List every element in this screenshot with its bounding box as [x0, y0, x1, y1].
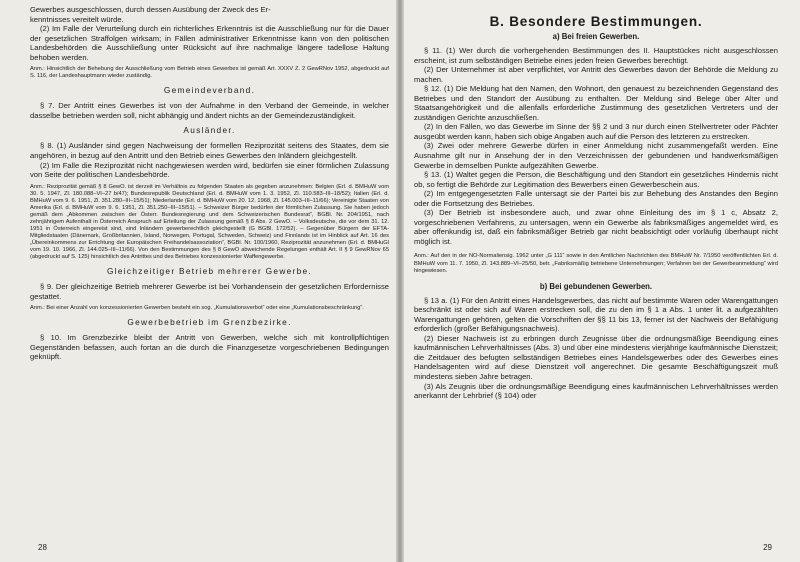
- text-line: kenntnisses vereitelt würde.: [30, 14, 124, 24]
- spacer: [414, 246, 778, 253]
- paragraph: (2) Im Falle der Verurteilung durch ein richterliches Erkenntnis ist die Ausschließung nur für die Dauer der gesetzlichen Straffolgen wirksam; in Fällen administrativer Erkenntnisse kann von den politischen Landesbehörden die Ausschließung unter Rücksicht auf ihre nachmalige längere tadellose Haltung behoben werden.: [30, 24, 389, 62]
- page-number: 28: [38, 543, 47, 552]
- section-heading: a) Bei freien Gewerben.: [552, 32, 640, 41]
- paragraph: § 8. (1) Ausländer sind gegen Nachweisung der formellen Reziprozität seitens des Staates, dem sie angehören, in bezug auf den Antritt und den Betrieb eines Gewerbes den Inländern gleichgestellt.: [30, 141, 389, 161]
- paragraph: § 7. Der Antritt eines Gewerbes ist von der Aufnahme in den Verband der Gemeinde, in welcher dasselbe betrieben werden soll, nicht abhängig und ändert nichts an der Gemeindezuständigkeit.: [30, 101, 389, 120]
- page-number: 29: [763, 543, 772, 552]
- annotation: Anm.: Reziprozität gemäß § 8 GewO. ist derzeit im Verhältnis zu folgenden Staaten als gegeben anzunehmen: Belgien (Erl. d. BMHuW vom 30. 5. 1947, Zl. 180.088–VI–27 b/47); Bundesrepublik Deutschland (Erl. d. BMHuW vom 1. 3. 1952, Zl. 110.583–III–18/52); Italien (Erl. d. BMHuW vom 9. 6. 1951, Zl. 351.280–III–15/51); Niederlande (Erl. d. BMHuW vom 20. 12. 1968, Zl. 145.003–III–11/66); Vereinigte Staaten von Amerika (Erl. d. BMHuW vom 9. 6. 1951, Zl. 351.250–III–15/51). – Schweizer Bürger bedürfen der förmlichen Zulassung. Sie haben jedoch gemäß dem „Abkommen zwischen der Österr. Bundesregierung und dem Schweizerischen Bundesrat“, BGBl. Nr. 204/1951, nach zehnjährigem Aufenthalt in Österreich Anspruch auf Erteilung der Zulassung gemäß § 8 Abs. 2 GewO. – Volksdeutsche, die vor dem 31. 12. 1951 in Österreich eingereist sind, sind Inländern gewerberechtlich gleichgestellt (G BGBl. 172/52). – Gegenüber Bürgern der EFTA-Mitgliedstaaten (Dänemark, Großbritannien, Island, Norwegen, Portugal, Schweden, Schweiz) und Finnlands ist im Hinblick auf Art. 16 des „Übereinkommens zur Errichtung der Europäischen Freihandelsassoziation“, BGBl. Nr. 100/1960, Reziprozität anzunehmen (Erl. d. BMHuGl vom 19. 10. 1966, Zl. 144.025–III–11/66). Von den Bestimmungen des § 8 GewO abweichende Regelungen enthält Art. II § 9 GewRNov 65 (abgedruckt auf S. 125) hinsichtlich des Antrittes und des Betriebes konzessionierter Waffengewerbe.: [30, 183, 389, 261]
- chapter-heading: B. Besondere Bestimmungen.: [489, 14, 703, 29]
- section-heading: Gewerbebetrieb im Grenzbezirke.: [127, 317, 292, 328]
- section-heading: Ausländer.: [183, 125, 236, 136]
- paragraph: § 11. (1) Wer durch die vorhergehenden Bestimmungen des II. Hauptstückes nicht ausgeschlossen erscheint, ist zum selbständigen Betriebe eines jeden freien Gewerbes berechtigt.: [414, 46, 778, 65]
- book-gutter: [396, 0, 404, 562]
- text-line: Gewerbes ausgeschlossen, durch dessen Ausübung der Zweck des Er-: [30, 5, 271, 14]
- right-page: [399, 0, 800, 562]
- section-heading: Gemeindeverband.: [163, 85, 256, 96]
- paragraph: (3) Zwei oder mehrere Gewerbe dürfen in einer Anmeldung nicht zusammengefaßt werden. Eine Ausnahme gilt nur in Ansehung der in den Verzeichnissen der gebundenen und handwerksmäßigen Gewerbe in demselben Punkte aufgezählten Gewerbe.: [414, 141, 778, 170]
- paragraph: § 9. Der gleichzeitige Betrieb mehrerer Gewerbe ist bei Vorhandensein der gesetzlichen Erfordernisse gestattet.: [30, 282, 389, 301]
- paragraph: (2) Der Unternehmer ist aber verpflichtet, vor Antritt des Gewerbes davon der Behörde die Meldung zu machen.: [414, 65, 778, 84]
- section-heading: Gleichzeitiger Betrieb mehrerer Gewerbe.: [106, 266, 313, 277]
- paragraph: (3) Als Zeugnis über die ordnungsmäßige Beendigung eines kaufmännischen Lehrverhältnisses werden anerkannt der Lehrbrief (§ 104) oder: [414, 381, 778, 401]
- annotation: Anm.: Auf den in der NO-Normaliensig. 1962 unter „G 111“ sowie in den Amtlichen Nachrichten des BMHuW Nr. 7/1950 veröffentlichten Erl. d. BMHuW vom 11. 7. 1950, Zl. 143.889–VI–25/50, betr. „Fabriksmäßig betriebene Unternehmungen; Verfahren bei der Gewerbeanmeldung“ wird hingewiesen.: [414, 253, 778, 274]
- paragraph: (2) Dieser Nachweis ist zu erbringen durch Zeugnisse über die ordnungsmäßige Beendigung eines kaufmännischen Lehrverhältnisses (Abs. 3) und über eine mindestens vierjährige kaufmännische Dienstzeit; die Zeitdauer des befugten selbständigen Betriebes eines Handelsgewerbes oder des Gewerbes eines Handelsagenten wird auf diese Dienstzeit voll angerechnet. Die gesamte Beschäftigungszeit muß mindestens sieben Jahre betragen.: [414, 333, 778, 381]
- paragraph: (2) Im entgegengesetzten Falle untersagt sie der Partei bis zur Behebung des Anstandes den Beginn oder die Fortsetzung des Betriebes.: [414, 189, 778, 208]
- annotation: Anm.: Hinsichtlich der Behebung der Ausschließung vom Betrieb eines Gewerbes ist gemäß Art. XXXV Z. 2 GewRNov 1952, abgedruckt auf S. 116, der Landeshauptmann wieder zuständig.: [30, 66, 389, 80]
- paragraph: (2) In den Fällen, wo das Gewerbe im Sinne der §§ 2 und 3 nur durch einen Stellvertreter oder Pächter ausgeübt werden kann, haben sich obige Angaben auch auf die Person des letzteren zu erstrecken.: [414, 122, 778, 141]
- paragraph: § 13 a. (1) Für den Antritt eines Handelsgewerbes, das nicht auf bestimmte Waren oder Warengattungen beschränkt ist oder sich auf Waren erstrecken soll, die zu den im § 1 a Abs. 1 unter lit. a aufgezählten Warengattungen gehören, gelten die Vorschriften der §§ 11 bis 13, ferner ist der Nachweis der Befähigung erforderlich (großer Befähigungsnachweis).: [414, 295, 778, 334]
- paragraph: (3) Der Betrieb ist insbesondere auch, und zwar ohne Einleitung des im § 1 c, Absatz 2, vorgeschriebenen Verfahrens, zu untersagen, wenn ein Gewerbe als fabriksmäßiges angemeldet wird, es aber offenkundig ist, daß ein fabriksmäßiger Betrieb gar nicht beabsichtigt oder vorläufig überhaupt nicht möglich ist.: [414, 208, 778, 246]
- section-heading: b) Bei gebundenen Gewerben.: [539, 281, 653, 291]
- paragraph: § 10. Im Grenzbezirke bleibt der Antritt von Gewerben, welche sich mit kontrollpflichtigen Gegenständen befassen, auch fortan an die durch die Finanzgesetze vorgeschriebenen Bedingungen geknüpft.: [30, 333, 389, 362]
- left-page: [0, 0, 399, 562]
- paragraph: (2) Im Falle die Reziprozität nicht nachgewiesen werden wird, bedürfen sie einer förmlichen Zulassung von Seite der politischen Landesbehörde.: [30, 160, 389, 180]
- paragraph: § 13. (1) Waltet gegen die Person, die Beschäftigung und den Standort ein gesetzliches Hindernis nicht ob, so fertigt die Behörde zur Legitimation des Bewerbers einen Gewerbeschein aus.: [414, 170, 778, 189]
- annotation: Anm.: Bei einer Anzahl von konzessionierten Gewerben besteht ein sog. „Kumulationsverbot“ oder eine „Kumulationsbeschränkung“.: [30, 305, 364, 312]
- paragraph: § 12. (1) Die Meldung hat den Namen, den Wohnort, den genauest zu bezeichnenden Gegenstand des Betriebes und den Standort der Ausübung zu enthalten. Der Meldung sind Belege über Alter und Staatsangehörigkeit und die allenfalls erforderliche Zustimmung des gesetzlichen Vertreters und der zuständigen Gerichte anzuschließen.: [414, 84, 778, 122]
